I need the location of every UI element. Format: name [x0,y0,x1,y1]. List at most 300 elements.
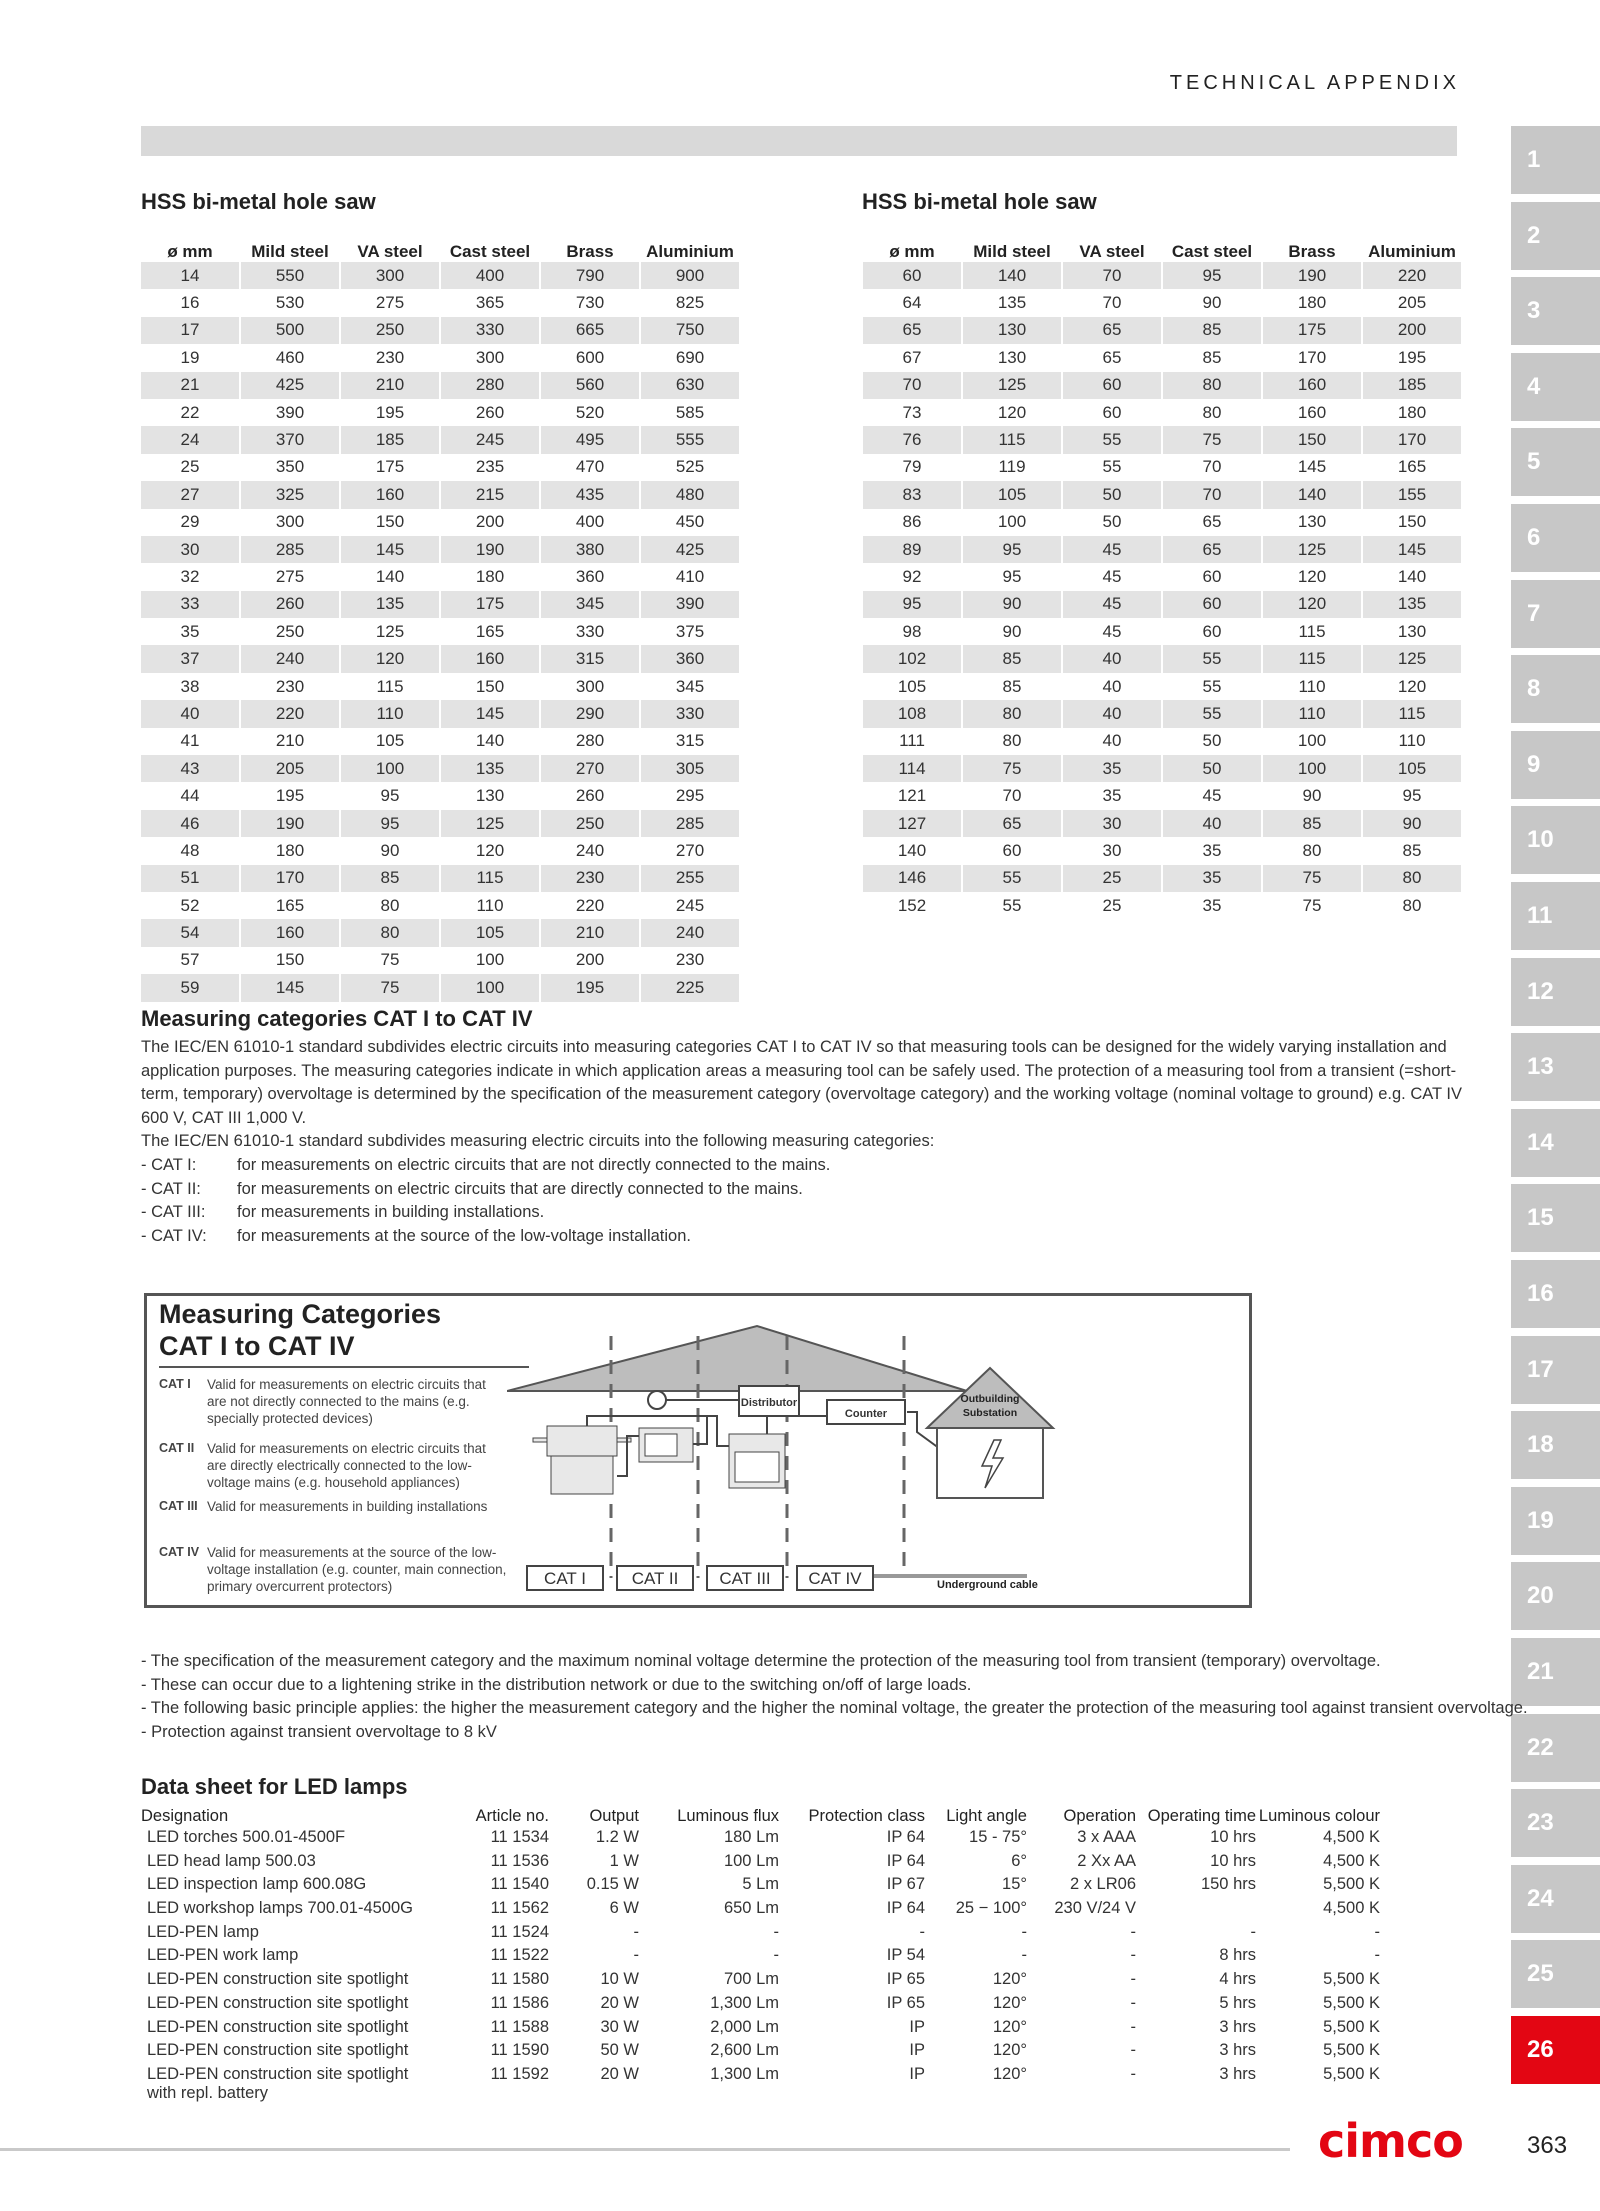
table-cell: 59 [141,974,239,1001]
table-cell: 44 [180,786,200,806]
table-cell: 150 [475,676,505,696]
table-cell: 140 [963,262,1061,289]
table-cell: 825 [675,293,705,313]
table-cell: 10 hrs [1210,1851,1256,1870]
table-cell: 30 [1063,810,1161,837]
table-cell: 50 [1202,731,1222,751]
table-row [141,947,739,974]
table-cell: 105 [375,731,405,751]
table-cell: 205 [1397,293,1427,313]
table-cell: 65 [1063,317,1161,344]
diagram-category-text: Valid for measurements at the source of the low-voltage installation (e.g. counter, main connection, primary overcurrent protectors) [207,1545,507,1594]
cimco-logo: cimco [1318,2114,1463,2168]
table-cell: IP [909,2041,925,2060]
table-cell: 55 [1202,676,1222,696]
chapter-tab-12[interactable]: 12 [1511,958,1600,1026]
chapter-tab-3[interactable]: 3 [1511,277,1600,345]
table-cell: 180 [275,840,305,860]
diagram-category-text: Valid for measurements on electric circuits that are directly electrically connected to the low-voltage mains (e.g. household appliances) [207,1441,486,1490]
table-row [863,892,1461,919]
chapter-tab-19[interactable]: 19 [1511,1487,1600,1555]
table-cell: 65 [863,317,961,344]
chapter-tab-20[interactable]: 20 [1511,1562,1600,1630]
chapter-tab-1[interactable]: 1 [1511,126,1600,194]
table-cell: 145 [1363,536,1461,563]
table-cell: 15 - 75° [969,1828,1027,1846]
table-cell: 52 [180,895,200,915]
table-cell: 15° [1002,1875,1027,1894]
table-row [141,755,739,782]
table-cell: 205 [241,755,339,782]
column-header: Operation [1063,1806,1136,1825]
table-cell: 95 [1163,262,1261,289]
category-item [141,1225,1481,1249]
chapter-tab-4[interactable]: 4 [1511,353,1600,421]
chapter-tab-15[interactable]: 15 [1511,1184,1600,1252]
table-cell: 135 [1363,591,1461,618]
table-cell: 115 [1263,645,1361,672]
table-cell: 8 hrs [1219,1946,1256,1965]
column-header: ø mm [889,242,935,261]
table-row [141,426,739,453]
table-cell: 2,600 Lm [710,2041,779,2060]
table-cell: 390 [641,591,739,618]
table-cell: - [1374,1946,1380,1965]
table-cell: 230 [541,865,639,892]
table-cell: 80 [1402,895,1422,915]
table-row [141,782,739,809]
chapter-tab-21[interactable]: 21 [1511,1638,1600,1706]
diagram-category-code: CAT III [159,1499,198,1513]
table-cell: 85 [1263,810,1361,837]
chapter-tab-11[interactable]: 11 [1511,882,1600,950]
table-cell: 16 [180,293,200,313]
table-cell: 110 [341,700,439,727]
table-cell: 55 [1102,457,1122,477]
table-cell: 11 1586 [490,1993,549,2012]
table-cell: 220 [575,895,605,915]
chapter-tab-22[interactable]: 22 [1511,1714,1600,1782]
table-cell: 45 [1102,621,1122,641]
table-cell: 5 hrs [1219,1993,1256,2012]
table-cell: 170 [241,865,339,892]
table-cell: 2,000 Lm [710,2017,779,2036]
table-cell: 200 [1363,317,1461,344]
table-cell: 300 [275,512,305,532]
table-cell [141,2065,441,2103]
designation-extra: with repl. battery [147,2083,269,2102]
table-row [863,344,1461,371]
table-cell: 330 [641,700,739,727]
table-cell: 35 [1202,895,1222,915]
table-cell: 105 [441,919,539,946]
table-cell: LED-PEN construction site spotlight [147,1993,409,2012]
table-row [141,618,739,645]
table-cell: 160 [441,645,539,672]
table-cell: 750 [641,317,739,344]
table-cell: 11 1562 [490,1899,549,1918]
table-cell: - [773,1922,779,1941]
table-cell: 85 [1402,840,1422,860]
table-cell: 555 [641,426,739,453]
table-cell: - [1021,1946,1027,1965]
table-row [863,536,1461,563]
table-cell: 35 [1163,865,1261,892]
diagram-category [159,1544,507,1595]
table-cell: 21 [141,372,239,399]
table-cell: 85 [1002,676,1022,696]
diagram-title-line2: CAT I to CAT IV [159,1331,355,1361]
table-cell: 90 [1002,621,1022,641]
table-row [141,865,739,892]
table-cell: 300 [475,347,505,367]
category-box-label: CAT I [544,1569,586,1588]
chapter-tab-16[interactable]: 16 [1511,1260,1600,1328]
table-cell: 330 [575,621,605,641]
table-cell: 35 [1202,840,1222,860]
table-cell: 3 hrs [1219,2064,1256,2083]
table-cell: 120° [992,2017,1027,2036]
column-header: Operating time [1147,1806,1256,1825]
table-row [863,426,1461,453]
table-cell: - [1130,2064,1136,2083]
table-row [863,618,1461,645]
table-cell: 210 [275,731,305,751]
diagram-title-line1: Measuring Categories [159,1299,442,1329]
table-cell: 100 [997,512,1027,532]
table-cell: 375 [675,621,705,641]
table-cell: 92 [902,566,922,586]
table-cell: 550 [241,262,339,289]
table-row [141,536,739,563]
table-cell: 55 [1163,645,1261,672]
table-cell: - [919,1922,925,1941]
table-cell: 150 [1397,512,1427,532]
table-cell: - [1130,1946,1136,1965]
chapter-tab-5[interactable]: 5 [1511,428,1600,496]
table-cell: 5,500 K [1323,1993,1380,2012]
table-cell: 380 [541,536,639,563]
table-cell: IP 65 [886,1993,925,2012]
table-row [863,399,1461,426]
table-cell: 70 [1202,457,1222,477]
table-cell: 230 [375,347,405,367]
table-cell: - [633,1946,639,1965]
table-cell: 165 [1397,457,1427,477]
table-cell: 285 [641,810,739,837]
bullet-item: - These can occur due to a lightening strike in the distribution network or due to the switching on/off of large loads. [141,1675,972,1694]
chapter-tab-24[interactable]: 24 [1511,1865,1600,1933]
table-cell: 10 hrs [1210,1828,1256,1846]
table-cell: 60 [1102,402,1122,422]
table-cell: 240 [241,645,339,672]
measuring-paragraph-2: The IEC/EN 61010-1 standard subdivides measuring electric circuits into the following measuring categories: [141,1132,935,1151]
table-cell: 360 [641,645,739,672]
table-row [863,591,1461,618]
table-cell: 135 [341,591,439,618]
house-roof [507,1326,967,1391]
designation: LED-PEN construction site spotlight [147,2064,409,2083]
table-cell: 240 [575,840,605,860]
chapter-tab-2[interactable]: 2 [1511,202,1600,270]
chapter-tab-6[interactable]: 6 [1511,504,1600,572]
table-cell: IP 67 [886,1875,925,1894]
table-cell: 90 [380,840,400,860]
table-row [141,481,739,508]
table-cell: 435 [541,481,639,508]
table-cell: 185 [341,426,439,453]
table-row [141,728,739,755]
chapter-tab-9[interactable]: 9 [1511,731,1600,799]
table-cell: 25 [1102,895,1122,915]
table-cell: 80 [380,895,400,915]
table-cell: 60 [1163,591,1261,618]
table-cell: 2 x LR06 [1069,1875,1136,1894]
table-row [141,344,739,371]
table-row [141,591,739,618]
table-cell: 121 [897,786,927,806]
table-cell: 75 [1302,895,1322,915]
table-row [141,563,739,590]
table-cell: 30 W [600,2017,639,2036]
table-cell: 195 [1397,347,1427,367]
table-cell: 790 [541,262,639,289]
table-cell: 70 [1163,481,1261,508]
table-row [863,755,1461,782]
table-cell: 65 [1102,347,1122,367]
table-cell: 65 [1163,536,1261,563]
table-cell: 185 [1363,372,1461,399]
table-cell: 60 [1063,372,1161,399]
table-cell: 45 [1102,566,1122,586]
chapter-tab-7[interactable]: 7 [1511,580,1600,648]
table-cell: 315 [675,731,705,751]
table-cell: 64 [902,293,922,313]
table-cell: 270 [541,755,639,782]
table-row [863,865,1461,892]
table-cell: 45 [1063,591,1161,618]
table-cell: 165 [275,895,305,915]
table-cell: 425 [641,536,739,563]
table-cell: - [1374,1922,1380,1941]
table-cell: 520 [575,402,605,422]
table-cell: 250 [541,810,639,837]
table-cell: 390 [275,402,305,422]
table-cell: 80 [341,919,439,946]
table-cell: 55 [1063,426,1161,453]
table-cell: 135 [997,293,1027,313]
table-row [141,1852,1380,1876]
table-cell: 345 [541,591,639,618]
table-cell: - [633,1922,639,1941]
table-cell: 45 [1202,786,1222,806]
bullet-item: - The specification of the measurement category and the maximum nominal voltage determine the protection of the measuring tool from transient (temporary) overvoltage. [141,1652,1381,1670]
chapter-tab-17[interactable]: 17 [1511,1336,1600,1404]
table-row [141,2065,1380,2103]
table-cell: 530 [275,293,305,313]
diagram-category [159,1376,507,1427]
table-cell: 37 [141,645,239,672]
diagram-category-code: CAT I [159,1377,191,1391]
table-cell: 160 [1297,402,1327,422]
category-list [141,1154,1481,1248]
table-cell: 230 [675,950,705,970]
chapter-tab-14[interactable]: 14 [1511,1109,1600,1177]
table-cell: 600 [575,347,605,367]
oven-device [729,1434,785,1488]
table-cell: 105 [963,481,1061,508]
table-cell: 11 1580 [490,1970,549,1989]
table-cell: 80 [1302,840,1322,860]
table-cell: 98 [902,621,922,641]
table-cell: 120° [992,1993,1027,2012]
table-cell: 85 [341,865,439,892]
table-cell: 3 hrs [1219,2017,1256,2036]
hss-left-title: HSS bi-metal hole saw [141,189,376,214]
table-cell: 11 1534 [490,1828,549,1846]
table-cell: 41 [180,731,200,751]
table-cell: 75 [341,974,439,1001]
table-cell: 24 [141,426,239,453]
table-cell: 245 [441,426,539,453]
table-row [141,262,739,289]
table-cell: 50 W [600,2041,639,2060]
table-row [141,1994,1380,2018]
table-cell: 89 [863,536,961,563]
table-cell: 75 [380,950,400,970]
table-row [863,454,1461,481]
table-cell: 95 [863,591,961,618]
table-cell: 85 [963,645,1061,672]
table-cell: 130 [963,317,1061,344]
table-cell: - [1130,2017,1136,2036]
substation-label-1: Outbuilding [960,1393,1020,1405]
led-table [141,1804,1380,2103]
category-description: for measurements at the source of the low-voltage installation. [237,1226,691,1245]
bullet-item: - Protection against transient overvoltage to 8 kV [141,1722,497,1741]
measuring-categories-diagram [144,1293,1252,1608]
category-description: for measurements on electric circuits that are not directly connected to the mains. [237,1155,831,1174]
table-cell: 260 [241,591,339,618]
table-cell: 11 1540 [490,1875,549,1894]
column-header: Output [589,1806,639,1825]
table-cell: 140 [375,566,405,586]
table-cell: 10 W [600,1970,639,1989]
table-cell: 125 [963,372,1061,399]
category-key: - CAT III: [141,1203,206,1222]
table-row [863,837,1461,864]
table-cell: 300 [575,676,605,696]
chapter-tab-18[interactable]: 18 [1511,1411,1600,1479]
diagram-category [159,1440,507,1491]
table-cell: 33 [141,591,239,618]
table-cell: 5,500 K [1323,1970,1380,1989]
table-cell: - [1021,1922,1027,1941]
table-cell: 250 [341,317,439,344]
hss-left-table [139,236,741,1002]
table-cell: 115 [1363,700,1461,727]
table-cell: 100 [475,950,505,970]
table-cell: 470 [575,457,605,477]
table-cell: 6° [1011,1851,1027,1870]
table-cell: 330 [441,317,539,344]
column-header: Mild steel [251,242,329,261]
table-cell: 95 [380,786,400,806]
table-cell: 80 [1163,372,1261,399]
substation-label-2: Substation [962,1407,1018,1419]
chapter-tab-10[interactable]: 10 [1511,806,1600,874]
table-cell: 79 [902,457,922,477]
table-cell: 95 [341,810,439,837]
table-cell: 105 [897,676,927,696]
table-row [141,974,739,1001]
table-row [141,700,739,727]
table-cell: 125 [1363,645,1461,672]
table-cell: 75 [1163,426,1261,453]
table-cell: 200 [575,950,605,970]
table-cell: 400 [575,512,605,532]
table-cell: 22 [180,402,200,422]
table-cell: 115 [1298,621,1326,641]
table-cell: 450 [675,512,705,532]
table-row [141,673,739,700]
bullet-item: - The following basic principle applies: the higher the measurement category and the higher the nominal voltage, the greater the protection of the measuring tool against transient overvoltage. [141,1699,1528,1718]
table-row [863,317,1461,344]
chapter-tab-26[interactable]: 26 [1511,2016,1600,2084]
table-row [141,1923,1380,1947]
table-cell: 130 [1397,621,1427,641]
chapter-tab-13[interactable]: 13 [1511,1033,1600,1101]
table-cell: LED-PEN lamp [147,1922,259,1941]
table-cell: 190 [1263,262,1361,289]
table-row [141,892,739,919]
table-row [141,1970,1380,1994]
table-cell: 5,500 K [1323,1875,1380,1894]
table-cell: 195 [541,974,639,1001]
table-cell: LED torches 500.01-4500F [147,1828,346,1846]
table-cell: 115 [441,865,539,892]
table-cell: - [1130,1993,1136,2012]
table-cell: 350 [275,457,305,477]
table-cell: 20 W [600,2064,639,2083]
table-cell: 495 [541,426,639,453]
chapter-tab-8[interactable]: 8 [1511,655,1600,723]
table-cell: 4 hrs [1219,1970,1256,1989]
table-cell: 11 1522 [490,1946,549,1965]
table-cell: 4,500 K [1323,1899,1380,1918]
measuring-title: Measuring categories CAT I to CAT IV [141,1006,533,1031]
table-cell: 80 [1202,402,1222,422]
chapter-tab-23[interactable]: 23 [1511,1789,1600,1857]
header-title: TECHNICAL APPENDIX [1169,72,1460,94]
table-cell: 67 [902,347,922,367]
diagram-category-text: Valid for measurements on electric circuits that are not directly connected to the mains (e.g. specially protected devices) [207,1377,486,1426]
table-row [141,454,739,481]
table-cell: 25 [180,457,200,477]
table-row [863,700,1461,727]
table-row [141,1828,1380,1852]
table-cell: 0.15 W [586,1875,639,1894]
table-cell: IP [909,2064,925,2083]
counter-label: Counter [844,1408,888,1420]
table-cell: LED-PEN work lamp [147,1946,299,1965]
distributor-label: Distributor [740,1397,798,1409]
table-cell: 235 [475,457,505,477]
table-cell: - [773,1946,779,1965]
table-cell: 6 W [609,1899,639,1918]
chapter-tab-25[interactable]: 25 [1511,1940,1600,2008]
table-cell: 200 [475,512,505,532]
